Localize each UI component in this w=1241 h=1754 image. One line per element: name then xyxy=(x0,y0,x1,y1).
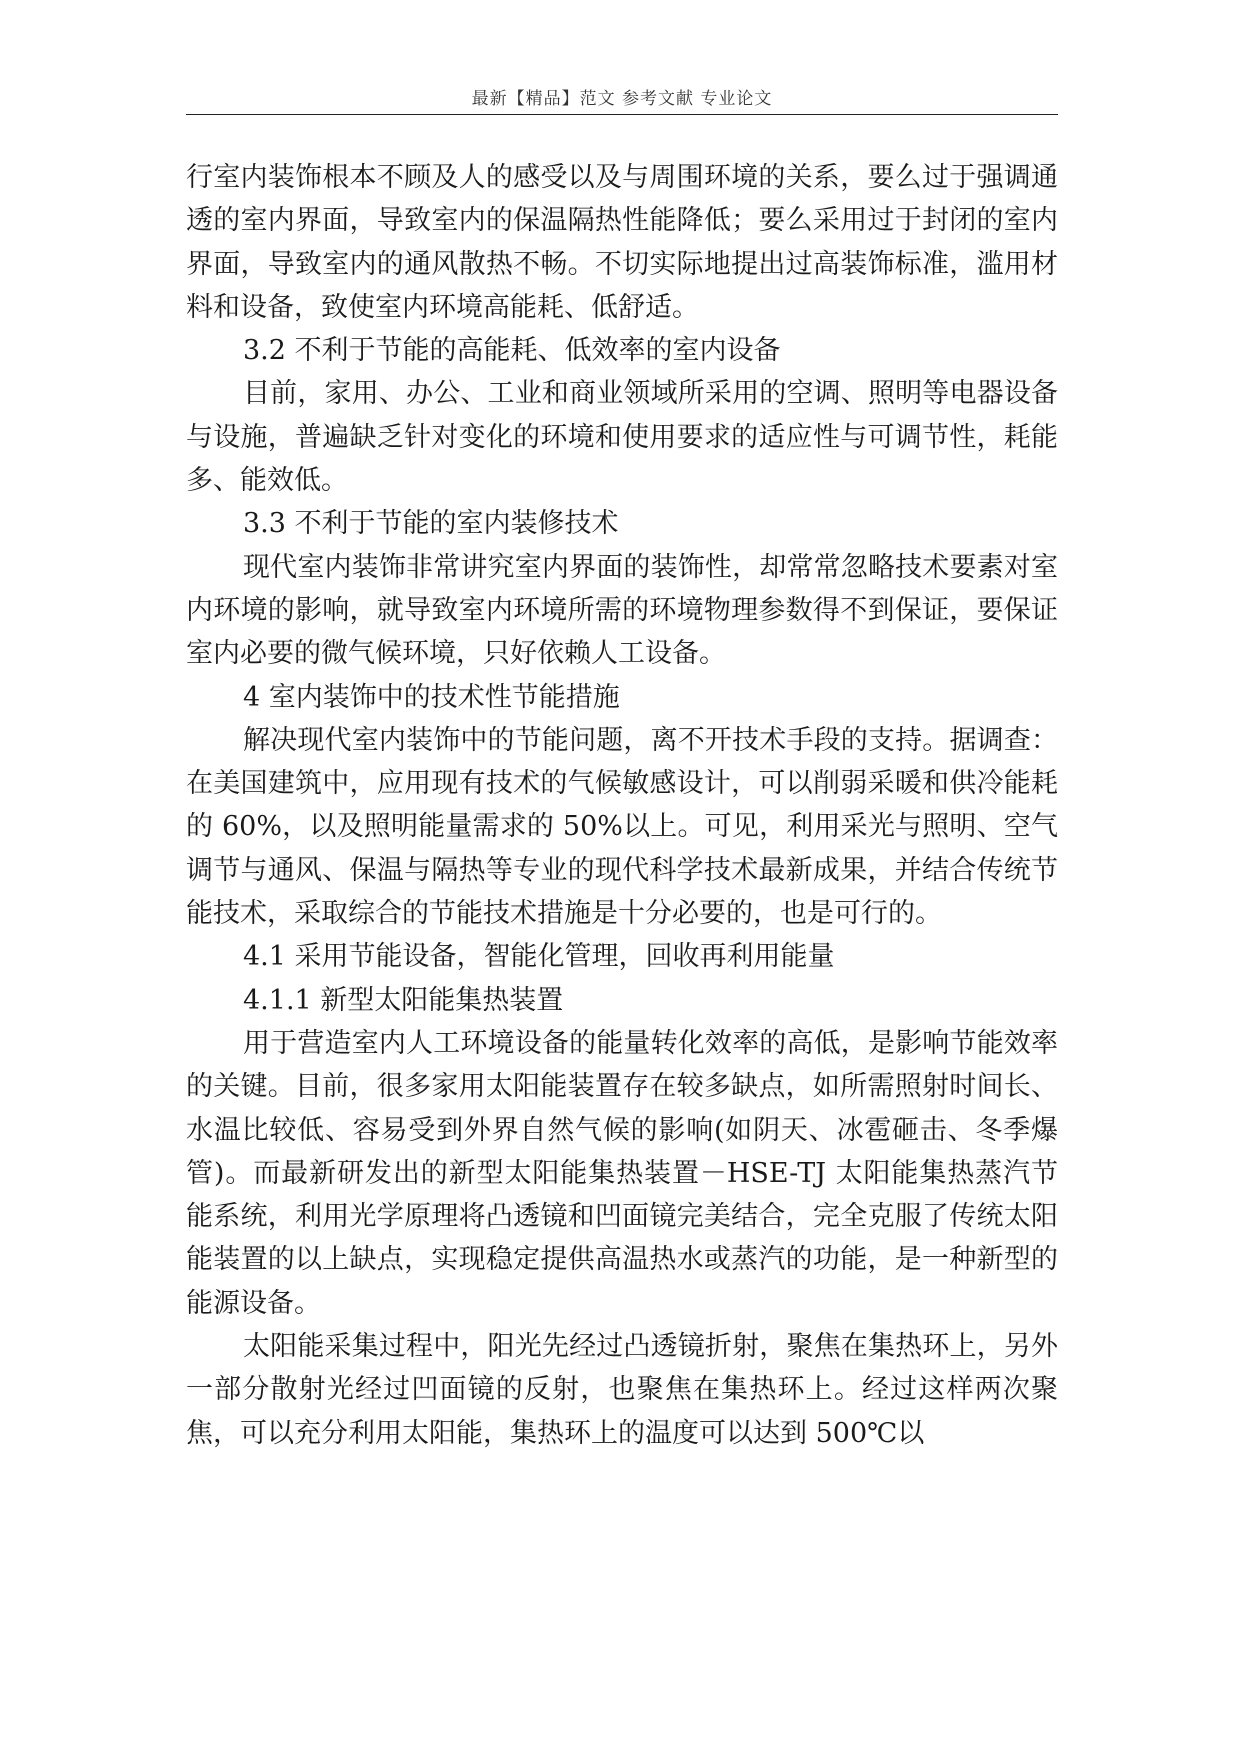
paragraph-4-1-1-a: 用于营造室内人工环境设备的能量转化效率的高低，是影响节能效率的关键。目前，很多家用太阳能装置存在较多缺点，如所需照射时间长、水温比较低、容易受到外界自然气候的影响(如阴天、冰雹砸击、冬季爆管)。而最新研发出的新型太阳能集热装置－HSE-TJ 太阳能集热蒸汽节能系统，利用光学原理将凸透镜和凹面镜完美结合，完全克服了传统太阳能装置的以上缺点，实现稳定提供高温热水或蒸汽的功能，是一种新型的能源设备。 xyxy=(186,1027,1058,1319)
section-heading-4: 4 室内装饰中的技术性节能措施 xyxy=(243,681,620,713)
paragraph-3-3: 现代室内装饰非常讲究室内界面的装饰性，却常常忽略技术要素对室内环境的影响，就导致室内环境所需的环境物理参数得不到保证，要保证室内必要的微气候环境，只好依赖人工设备。 xyxy=(186,551,1058,670)
document-body xyxy=(186,156,1058,1455)
paragraph-4: 解决现代室内装饰中的节能问题，离不开技术手段的支持。据调查：在美国建筑中，应用现有技术的气候敏感设计，可以削弱采暖和供冷能耗的 60%，以及照明能量需求的 50%以上。可见，利用采光与照明、空气调节与通风、保温与隔热等专业的现代科学技术最新成果，并结合传统节能技术，采取综合的节能技术措施是十分必要的，也是可行的。 xyxy=(186,724,1058,930)
section-heading-3-3: 3.3 不利于节能的室内装修技术 xyxy=(243,508,619,540)
section-heading-3-2: 3.2 不利于节能的高能耗、低效率的室内设备 xyxy=(243,335,781,367)
header-divider xyxy=(186,114,1058,115)
paragraph-3-2: 目前，家用、办公、工业和商业领域所采用的空调、照明等电器设备与设施，普遍缺乏针对变化的环境和使用要求的适应性与可调节性，耗能多、能效低。 xyxy=(186,378,1058,497)
section-heading-4-1-1: 4.1.1 新型太阳能集热装置 xyxy=(243,984,564,1016)
paragraph-continuation: 行室内装饰根本不顾及人的感受以及与周围环境的关系，要么过于强调通透的室内界面，导致室内的保温隔热性能降低；要么采用过于封闭的室内界面，导致室内的通风散热不畅。不切实际地提出过高装饰标准，滥用材料和设备，致使室内环境高能耗、低舒适。 xyxy=(186,162,1058,323)
section-heading-4-1: 4.1 采用节能设备，智能化管理，回收再利用能量 xyxy=(243,941,835,973)
paragraph-4-1-1-b: 太阳能采集过程中，阳光先经过凸透镜折射，聚焦在集热环上，另外一部分散射光经过凹面镜的反射，也聚焦在集热环上。经过这样两次聚焦，可以充分利用太阳能，集热环上的温度可以达到 500℃以 xyxy=(186,1331,1058,1449)
page-header: 最新【精品】范文 参考文献 专业论文 xyxy=(471,89,773,109)
